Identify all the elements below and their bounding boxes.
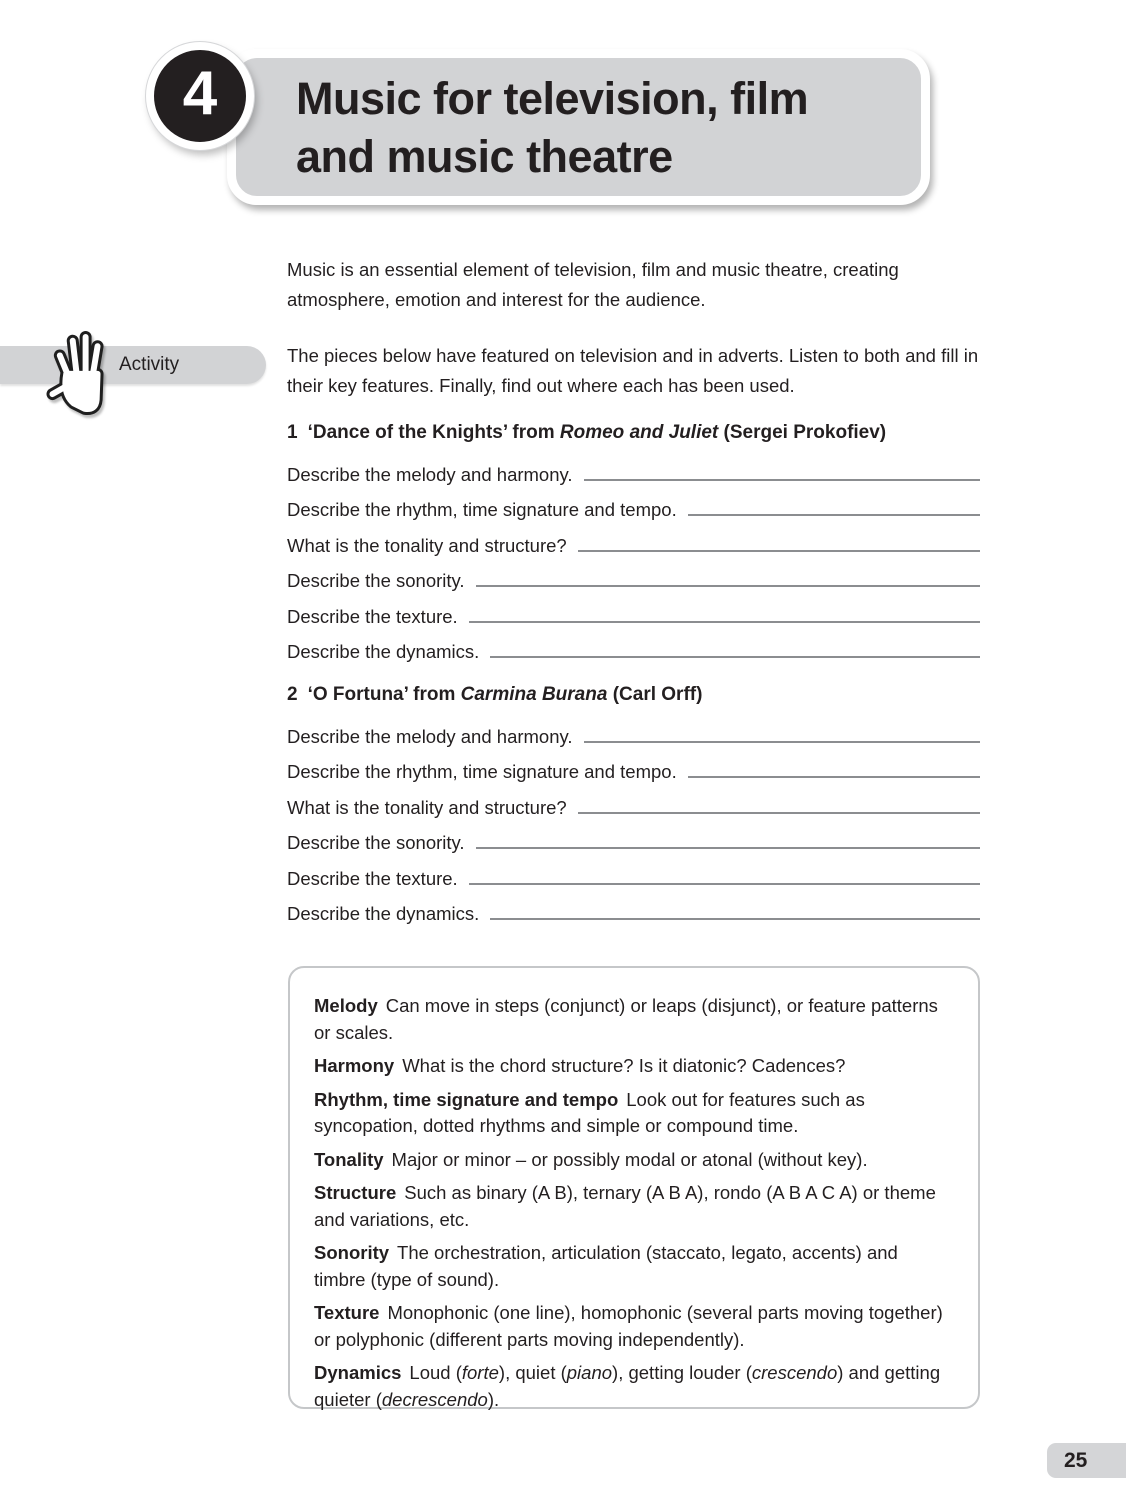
glossary-definition: Major or minor – or possibly modal or atonal (without key).	[391, 1148, 868, 1170]
glossary-definition: The orchestration, articulation (staccato, legato, accents) and timbre (type of sound).	[314, 1242, 898, 1290]
answer-line	[490, 918, 980, 920]
glossary-term: Melody	[314, 995, 378, 1016]
glossary-entry	[314, 1180, 952, 1233]
answer-line	[469, 621, 980, 623]
chapter-number-badge	[146, 42, 254, 150]
glossary-definition: What is the chord structure? Is it diatonic? Cadences?	[402, 1055, 846, 1076]
glossary-box	[288, 966, 980, 1409]
question-label: Describe the texture.	[287, 867, 458, 889]
glossary-entry	[314, 1240, 952, 1293]
glossary-term: Structure	[314, 1182, 397, 1203]
question-row	[287, 450, 980, 486]
question-row	[287, 557, 980, 593]
question-row	[287, 521, 980, 557]
answer-line	[688, 776, 980, 778]
glossary-definition: Loud (forte), quiet (piano), getting louder (crescendo) and getting quieter (decrescendo).	[314, 1362, 941, 1410]
page-number-badge	[1047, 1443, 1126, 1478]
section-number: 1	[287, 422, 298, 443]
glossary-entry	[314, 1360, 952, 1413]
question-label: What is the tonality and structure?	[287, 534, 567, 556]
glossary-term: Tonality	[314, 1148, 384, 1170]
question-label: Describe the rhythm, time signature and tempo.	[287, 499, 677, 520]
intro-paragraph: Music is an essential element of television, film and music theatre, creating atmosphere, emotion and interest for the audience.	[287, 259, 899, 310]
question-row	[287, 486, 980, 522]
glossary-definition: Monophonic (one line), homophonic (several parts moving together) or polyphonic (different parts moving independently).	[314, 1302, 943, 1350]
glossary-definition: Can move in steps (conjunct) or leaps (disjunct), or feature patterns or scales.	[314, 995, 938, 1043]
question-label: Describe the dynamics.	[287, 641, 480, 662]
chapter-number: 4	[182, 59, 218, 128]
page-title	[296, 70, 911, 186]
glossary-entry	[314, 1147, 952, 1174]
question-label: Describe the rhythm, time signature and tempo.	[287, 761, 677, 782]
question-label: Describe the dynamics.	[287, 903, 480, 924]
question-row	[287, 628, 980, 664]
activity-tab	[0, 346, 266, 384]
question-row	[287, 783, 980, 819]
section-number: 2	[287, 684, 298, 705]
answer-line	[476, 847, 980, 849]
question-row	[287, 748, 980, 784]
answer-line	[469, 883, 980, 885]
question-label: Describe the sonority.	[287, 570, 465, 591]
glossary-term: Harmony	[314, 1055, 395, 1076]
page-title-line-2: and music theatre	[296, 131, 673, 182]
question-row	[287, 712, 980, 748]
answer-line	[578, 812, 980, 814]
section-title-work: Carmina Burana	[460, 684, 608, 705]
activity-label: Activity	[119, 354, 180, 375]
hand-icon	[44, 326, 118, 418]
glossary-entry	[314, 1300, 952, 1353]
section-title-work: Romeo and Juliet	[559, 422, 719, 443]
question-row	[287, 890, 980, 926]
glossary-entry	[314, 1053, 952, 1080]
question-label: Describe the melody and harmony.	[287, 725, 573, 747]
section-o-fortuna	[287, 684, 980, 925]
activity-instructions: The pieces below have featured on television and in adverts. Listen to both and fill in their key features. Finally, find out where each has been used.	[287, 345, 979, 396]
question-row	[287, 854, 980, 890]
answer-line	[476, 585, 980, 587]
glossary-term: Sonority	[314, 1242, 390, 1263]
answer-line	[584, 479, 980, 481]
section-dance-of-the-knights	[287, 422, 980, 663]
glossary-term: Dynamics	[314, 1362, 402, 1383]
glossary-term: Texture	[314, 1302, 380, 1323]
question-label: Describe the sonority.	[287, 832, 465, 853]
answer-line	[490, 656, 980, 658]
answer-line	[688, 514, 980, 516]
section-title-prefix: ‘O Fortuna’ from	[307, 684, 461, 705]
answer-line	[584, 741, 980, 743]
chapter-title-box	[227, 49, 930, 205]
glossary-definition: Such as binary (A B), ternary (A B A), rondo (A B A C A) or theme and variations, etc.	[314, 1182, 936, 1230]
glossary-definition: Look out for features such as syncopation, dotted rhythms and simple or compound time.	[314, 1088, 865, 1136]
section-heading	[287, 684, 980, 712]
page-number: 25	[1064, 1449, 1088, 1472]
section-heading	[287, 422, 980, 450]
question-row	[287, 592, 980, 628]
question-label: Describe the melody and harmony.	[287, 463, 573, 485]
glossary-entry	[314, 1087, 952, 1140]
answer-line	[578, 550, 980, 552]
glossary-term: Rhythm, time signature and tempo	[314, 1088, 619, 1110]
question-row	[287, 819, 980, 855]
section-title-suffix: (Sergei Prokofiev)	[718, 422, 887, 443]
section-title-prefix: ‘Dance of the Knights’ from	[307, 422, 560, 443]
section-title-suffix: (Carl Orff)	[607, 684, 703, 705]
question-label: What is the tonality and structure?	[287, 796, 567, 818]
question-label: Describe the texture.	[287, 605, 458, 627]
page-title-line-1: Music for television, film	[296, 73, 809, 124]
glossary-entry	[314, 993, 952, 1046]
